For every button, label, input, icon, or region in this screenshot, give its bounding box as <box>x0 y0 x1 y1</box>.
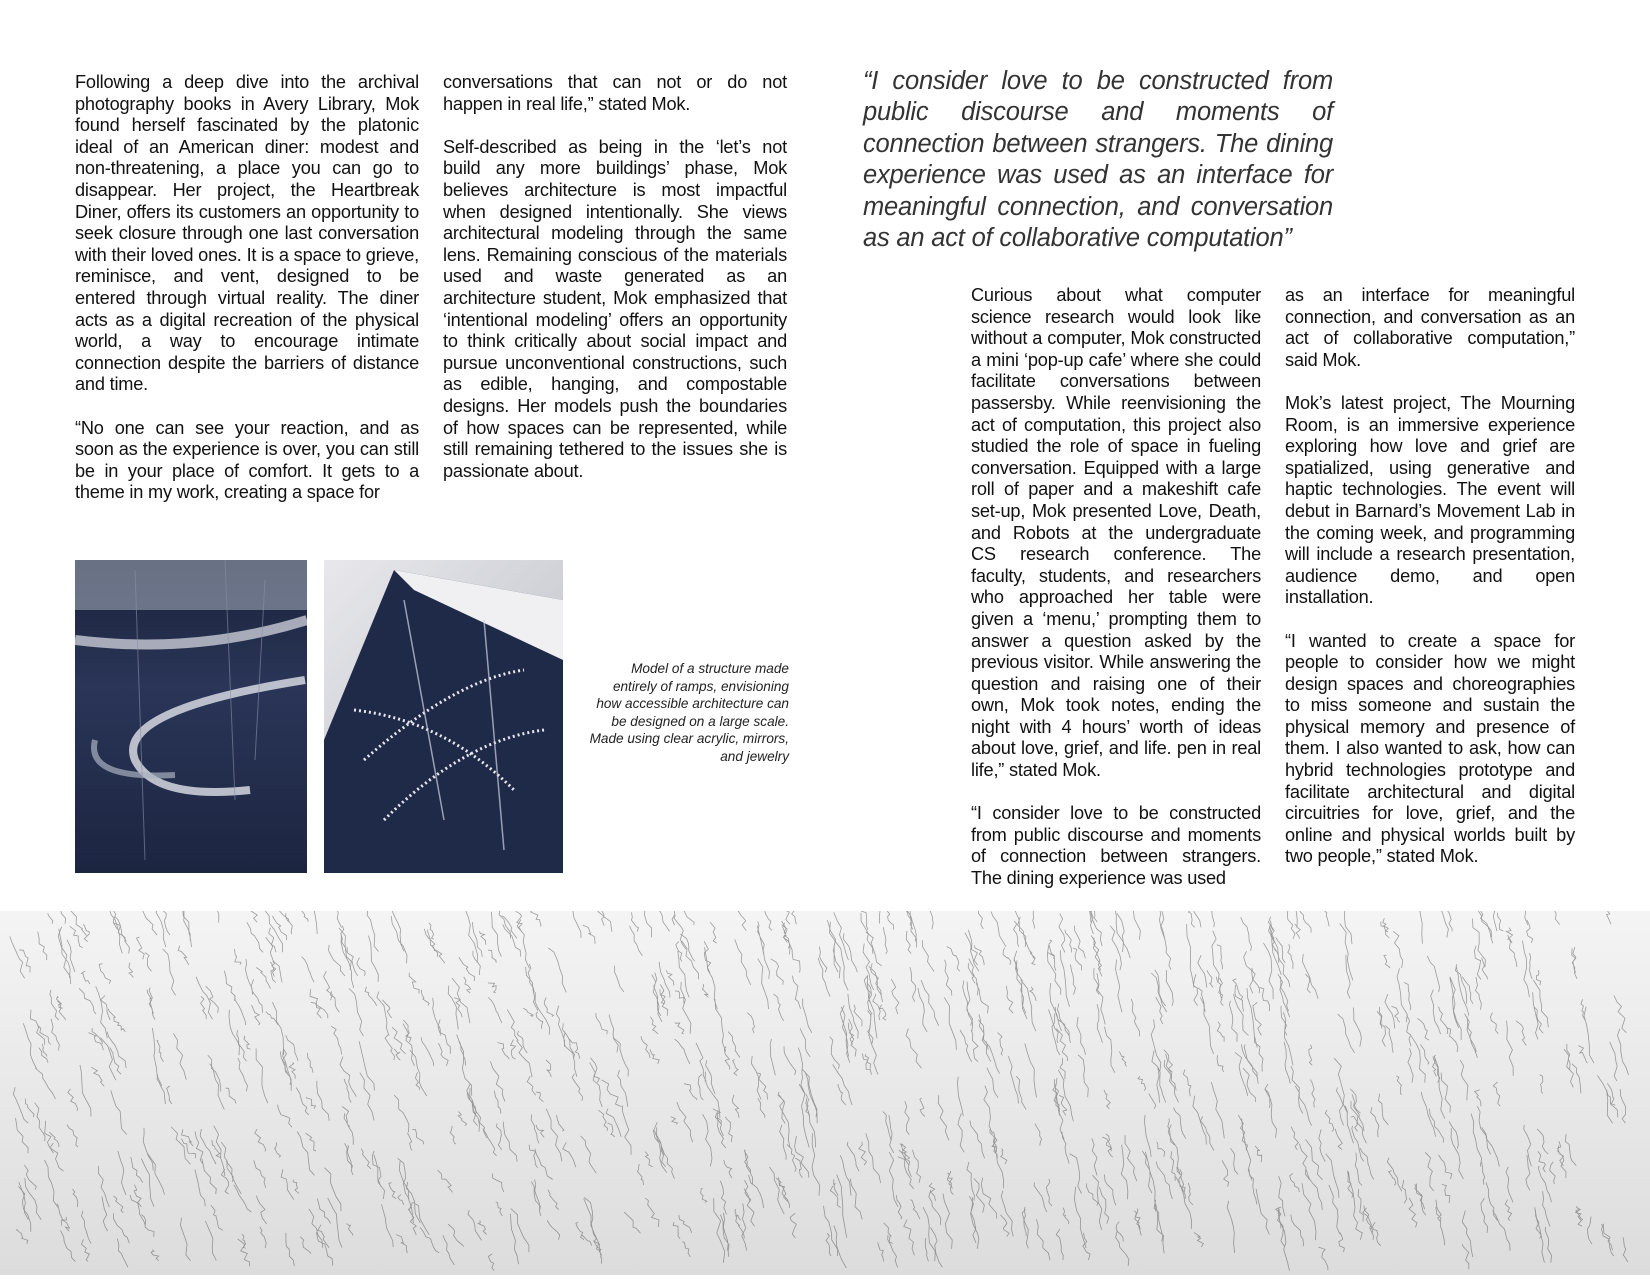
paragraph: “I consider love to be constructed from public discourse and moments of connection between strangers. The dining experience was used <box>971 803 1261 889</box>
article-column-1 <box>75 72 419 525</box>
pull-quote: “I consider love to be constructed from public discourse and moments of connection between strangers. The dining experience was used as an interface for meaningful connection, and conversation as an act of collaborative computation” <box>863 67 1333 253</box>
paragraph: Curious about what computer science research would look like without a computer, Mok constructed a mini ‘pop-up cafe’ where she could facilitate conversations between passersby. While reenvisioning the act of computation, this project also studied the role of space in fueling conversation. Equipped with a large roll of paper and a makeshift cafe set-up, Mok presented Love, Death, and Robots at the undergraduate CS research conference. The faculty, students, and researchers who approached her table were given a ‘menu,’ prompting them to answer a question asked by the previous visitor. While answering the question and raising one of their own, Mok took notes, ending the night with 4 hours’ worth of ideas about love, grief, and life. pen in real life,” stated Mok. <box>971 285 1261 781</box>
paragraph: conversations that can not or do not happen in real life,” stated Mok. <box>443 72 787 114</box>
handwritten-notes-paper-roll-image <box>0 911 1650 1275</box>
photo-ramp-model-detail <box>75 560 307 873</box>
article-column-4 <box>1285 285 1575 890</box>
article-column-3 <box>971 285 1261 911</box>
handwriting-strokes <box>10 911 1629 1271</box>
paragraph: Mok’s latest project, The Mourning Room, is an immersive experience exploring how love and grief are spatialized, using generative and haptic technologies. The event will debut in Barnard’s Movement Lab in the coming week, and programming will include a research presentation, audience demo, and open installation. <box>1285 392 1575 608</box>
photo-ramp-model-mirror <box>324 560 563 873</box>
article-column-2 <box>443 72 787 504</box>
paragraph: as an interface for meaningful connection, and conversation as an act of collaborative computation,” said Mok. <box>1285 285 1575 370</box>
paragraph: Self-described as being in the ‘let’s not build any more buildings’ phase, Mok believes architecture is most impactful when designed intentionally. She views architectural modeling through the same lens. Remaining conscious of the materials used and waste generated as an architecture student, Mok emphasized that ‘intentional modeling’ offers an opportunity to think critically about social impact and pursue unconventional constructions, such as edible, hanging, and compostable designs. Her models push the boundaries of how spaces can be represented, while still remaining tethered to the issues she is passionate about. <box>443 136 787 481</box>
paragraph: “I wanted to create a space for people to consider how we might design spaces and choreographies to miss someone and sustain the physical memory and presence of them. I also wanted to ask, how can hybrid technologies prototype and facilitate architectural and digital circuitries for love, grief, and the online and physical worlds built by two people,” stated Mok. <box>1285 630 1575 867</box>
photo-caption: Model of a structure made entirely of ramps, envisioning how accessible architecture can be designed on a large scale. Made using clear acrylic, mirrors, and jewelry <box>589 661 789 764</box>
paragraph: “No one can see your reaction, and as soon as the experience is over, you can still be in your place of comfort. It gets to a theme in my work, creating a space for <box>75 417 419 503</box>
paragraph: Following a deep dive into the archival photography books in Avery Library, Mok found herself fascinated by the platonic ideal of an American diner: modest and non-threatening, a place you can go to disappear. Her project, the Heartbreak Diner, offers its customers an opportunity to seek closure through one last conversation with their loved ones. It is a space to grieve, reminisce, and vent, designed to be entered through virtual reality. The diner acts as a digital recreation of the physical world, a way to encourage intimate connection despite the barriers of distance and time. <box>75 72 419 395</box>
